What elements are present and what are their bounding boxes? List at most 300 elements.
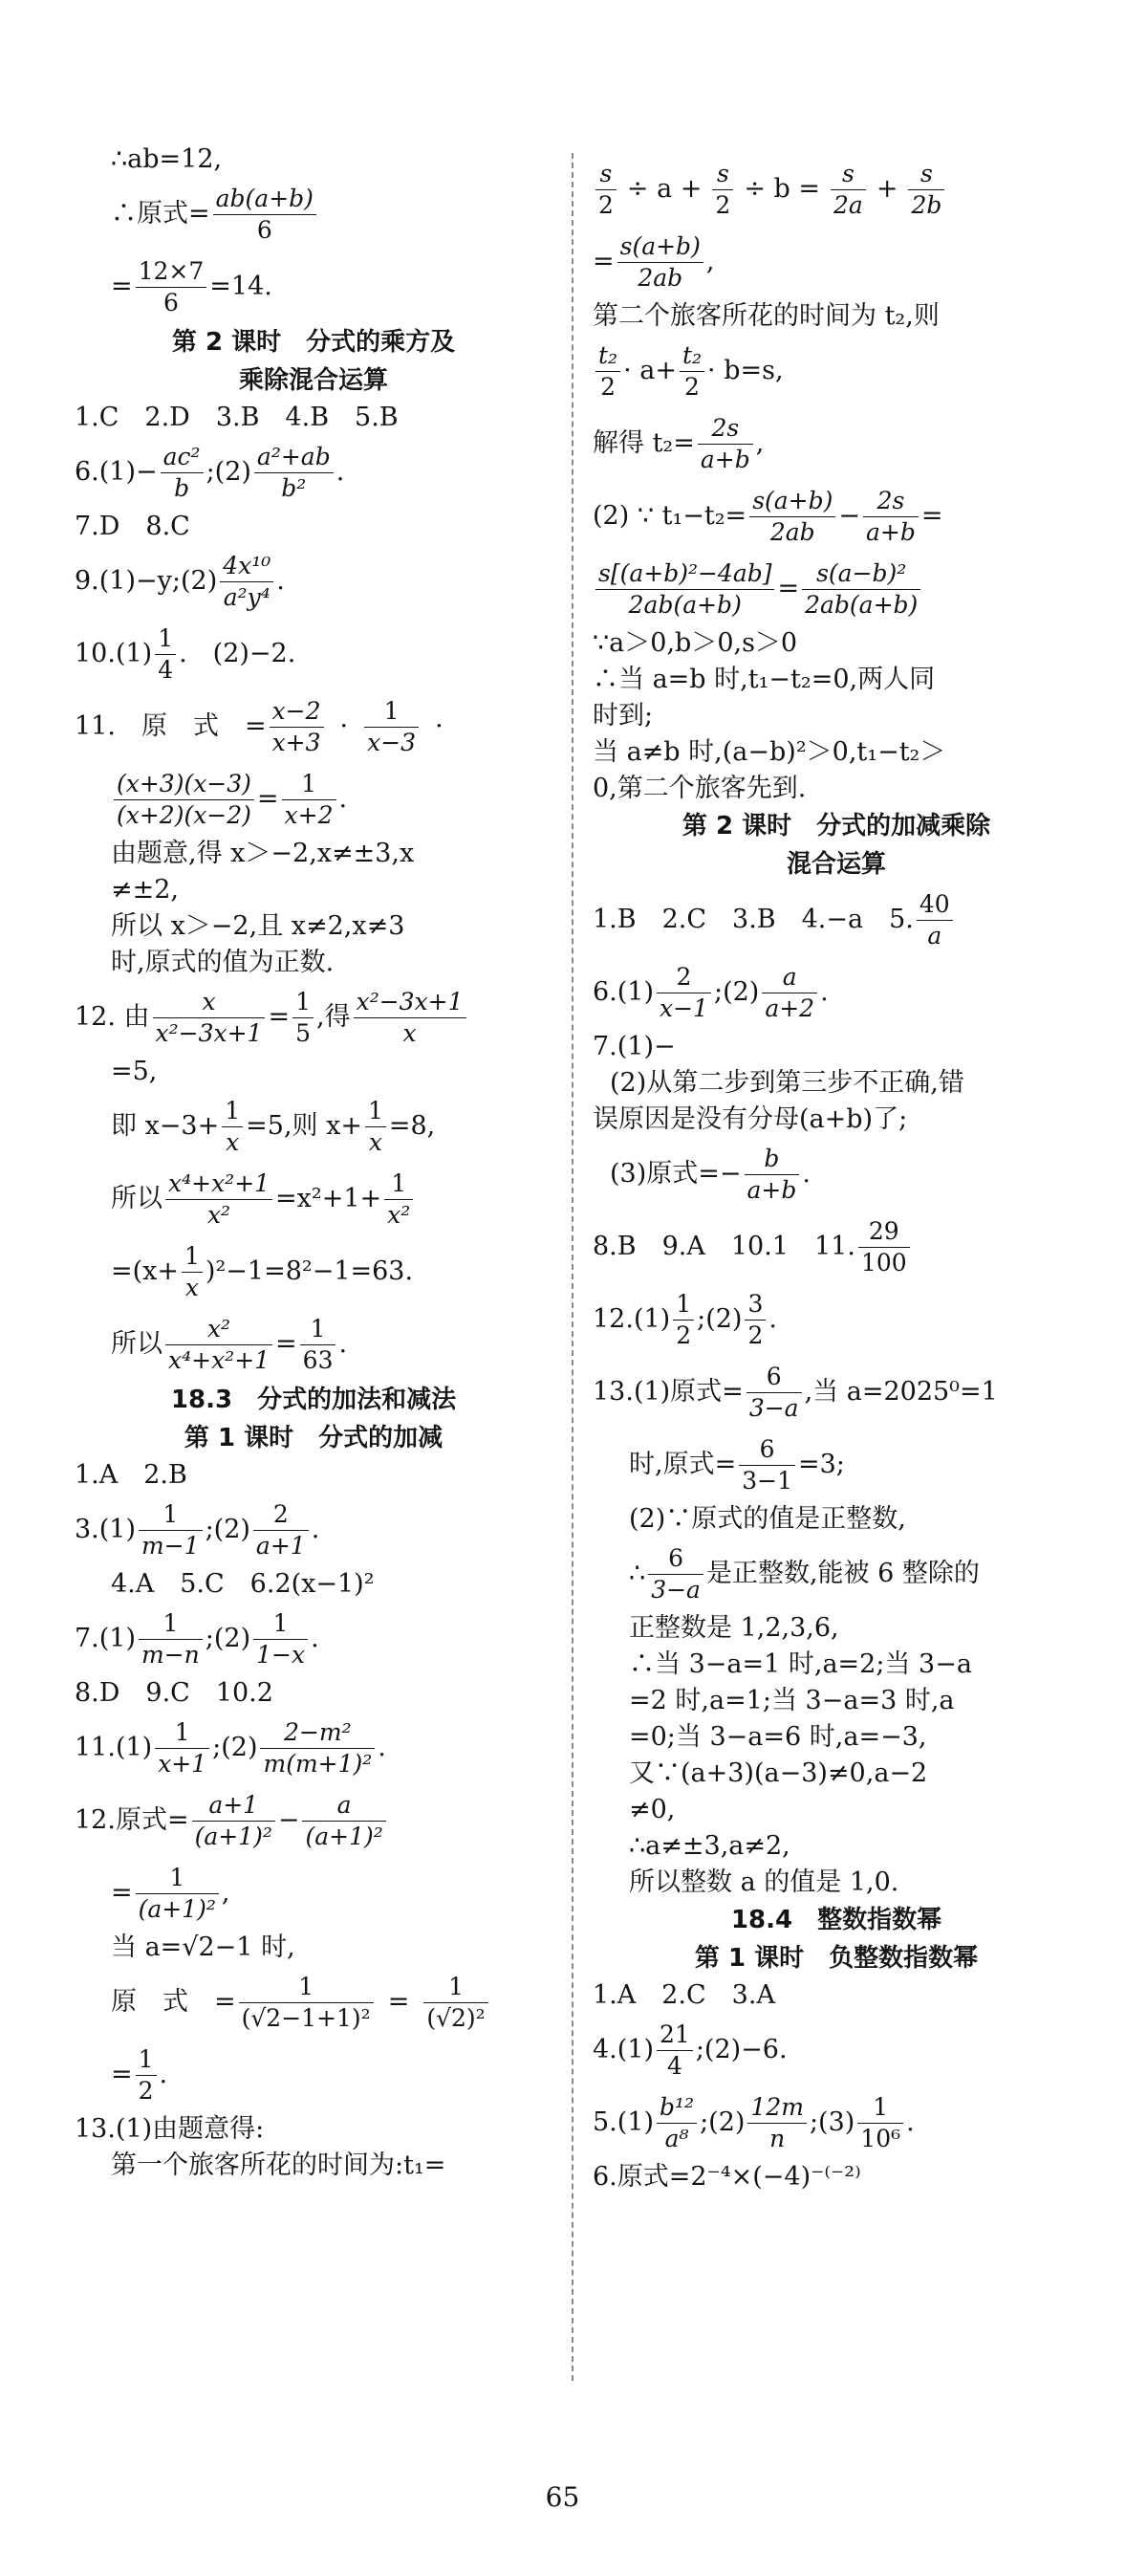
numerator: 21 <box>657 2019 693 2051</box>
denominator: b² <box>281 473 307 502</box>
fraction <box>165 1314 272 1376</box>
fraction <box>746 1362 802 1424</box>
fraction <box>595 340 620 403</box>
section-heading: 第 1 课时 负整数指数幂 <box>694 1944 979 1973</box>
answer-line: ∵a＞0,b＞0,s＞0 <box>593 628 798 658</box>
text: = <box>256 784 279 814</box>
answer-line <box>75 1784 552 1857</box>
text: 12.(1) <box>593 1304 671 1334</box>
text: = <box>111 272 133 301</box>
answer-line: 1.A 2.C 3.A <box>593 1980 775 2010</box>
text: ∴ <box>629 1559 646 1588</box>
text: 即 x−3+ <box>111 1111 220 1141</box>
text: − <box>838 501 861 531</box>
answer-line: =2 时,a=1;当 3−a=3 时,a <box>629 1686 955 1715</box>
section-heading: 乘除混合运算 <box>238 366 388 395</box>
numerator: s <box>595 159 617 190</box>
numerator: 1 <box>253 1608 308 1640</box>
numerator: 1 <box>364 696 419 728</box>
answer-line <box>593 226 1080 298</box>
denominator: 63 <box>302 1345 334 1374</box>
denominator: 2 <box>715 190 731 219</box>
answer-line: 7.(1)− <box>593 1032 676 1061</box>
denominator: 6 <box>256 215 272 244</box>
fraction <box>745 1144 800 1206</box>
text: . <box>311 1515 320 1544</box>
text: 11. 原 式 = <box>75 711 267 741</box>
answer-line <box>75 1235 552 1308</box>
text: ÷ b = <box>744 174 821 204</box>
fraction <box>745 1289 766 1351</box>
fraction <box>292 987 314 1049</box>
numerator: 1 <box>139 1608 203 1640</box>
fraction <box>161 442 204 504</box>
denominator: a⁸ <box>664 2124 689 2152</box>
denominator: a <box>927 921 942 950</box>
text: ;(2) <box>713 977 760 1007</box>
answer-line: 8.D 9.C 10.2 <box>75 1678 273 1708</box>
answer-line: 1.A 2.B <box>75 1460 187 1490</box>
answer-line: 时,原式的值为正数. <box>111 948 335 977</box>
text: ;(2) <box>205 1624 251 1653</box>
numerator: a <box>302 1790 385 1822</box>
fraction <box>155 623 176 686</box>
numerator: s(a−b)² <box>802 558 920 590</box>
denominator: 4 <box>158 655 174 684</box>
denominator: 2 <box>138 2076 154 2105</box>
numerator: t₂ <box>595 340 620 372</box>
fraction <box>365 1096 386 1158</box>
answer-line: 4.A 5.C 6.2(x−1)² <box>111 1569 375 1599</box>
text: ;(2) <box>212 1733 258 1762</box>
denominator: 3−a <box>651 1575 701 1604</box>
fraction <box>423 1972 487 2034</box>
fraction <box>254 442 334 504</box>
text: (3)原式=− <box>610 1159 742 1189</box>
numerator: 2s <box>698 413 753 445</box>
text: 7.(1) <box>75 1624 137 1653</box>
text: . <box>311 1624 319 1653</box>
denominator: 1−x <box>256 1640 306 1669</box>
fraction <box>673 1289 694 1351</box>
text: . (2)−2. <box>179 639 296 668</box>
denominator: 2 <box>676 1321 692 1349</box>
numerator: 2 <box>657 962 711 993</box>
text: 12. 由 <box>75 1002 150 1032</box>
numerator: 29 <box>858 1216 910 1248</box>
answer-line <box>75 618 552 690</box>
answer-line <box>593 884 1080 956</box>
denominator: n <box>769 2124 786 2152</box>
answer-line <box>593 335 1080 407</box>
answer-line <box>75 1966 552 2039</box>
text: = <box>275 1329 297 1359</box>
denominator: 4 <box>666 2051 682 2080</box>
line <box>75 251 552 323</box>
fraction <box>384 1168 413 1231</box>
numerator: a²+ab <box>254 442 334 473</box>
fraction <box>300 1314 336 1376</box>
fraction <box>354 987 466 1049</box>
text: 5.(1) <box>593 2107 655 2137</box>
fraction <box>155 1717 209 1779</box>
text: , <box>705 247 715 276</box>
text: =3; <box>797 1450 845 1479</box>
answer-line <box>593 480 1080 553</box>
denominator: a+2 <box>765 993 815 1022</box>
text: =(x+ <box>111 1256 180 1286</box>
numerator: 1 <box>423 1972 487 2003</box>
section-heading: 18.3 分式的加法和减法 <box>170 1386 457 1414</box>
answer-line <box>75 1090 552 1163</box>
answer-line <box>593 1211 1080 1283</box>
denominator: a+1 <box>255 1531 306 1560</box>
fraction <box>270 696 324 758</box>
numerator: 1 <box>136 1863 219 1894</box>
text: · <box>339 711 349 741</box>
numerator: s <box>831 159 866 190</box>
numerator: 1 <box>182 1241 203 1273</box>
text: ;(2)−6. <box>695 2035 788 2064</box>
text: ;(2) <box>697 1304 743 1334</box>
text: ∴ab=12, <box>111 144 223 174</box>
answer-line: 时到; <box>593 701 654 731</box>
text: 1.B 2.C 3.B 4.−a 5. <box>593 905 914 934</box>
fraction <box>657 2019 693 2082</box>
answer-line <box>593 1538 1080 1610</box>
numerator: t₂ <box>680 340 704 372</box>
answer-line: 当 a=√2−1 时, <box>111 1932 295 1962</box>
text: =14. <box>209 272 272 301</box>
text: ÷ a + <box>626 174 703 204</box>
text: . <box>906 2107 915 2137</box>
text: = <box>777 574 800 603</box>
text: 3.(1) <box>75 1515 137 1544</box>
text: 10.(1) <box>75 639 153 668</box>
denominator: x <box>226 1127 240 1156</box>
answer-line <box>75 1308 552 1381</box>
answer-line: ≠±2, <box>111 875 180 905</box>
answer-line <box>75 1712 552 1784</box>
answer-line: 7.D 8.C <box>75 512 190 541</box>
numerator: 1 <box>155 623 176 655</box>
answer-line: 误原因是没有分母(a+b)了; <box>593 1104 908 1134</box>
denominator: 6 <box>163 288 179 317</box>
denominator: 2 <box>684 372 700 401</box>
fraction <box>908 159 944 221</box>
text: 12.原式= <box>75 1805 189 1835</box>
denominator: 100 <box>860 1248 907 1277</box>
page-number: 65 <box>545 2481 580 2513</box>
text: ;(2) <box>700 2107 746 2137</box>
fraction <box>712 159 733 221</box>
fraction <box>282 769 336 831</box>
denominator: x−1 <box>660 993 708 1022</box>
answer-line: =0;当 3−a=6 时,a=−3, <box>629 1722 927 1752</box>
denominator: 2 <box>747 1321 764 1349</box>
numerator: b <box>745 1144 800 1175</box>
fraction <box>260 1717 375 1779</box>
fraction <box>220 551 273 613</box>
numerator: (x+3)(x−3) <box>114 769 254 800</box>
line <box>75 178 552 251</box>
answer-line <box>593 1356 1080 1429</box>
answer-line <box>75 2039 552 2111</box>
text: 8.B 9.A 10.1 11. <box>593 1232 855 1261</box>
denominator: 2ab(a+b) <box>805 590 919 619</box>
answer-line: 6.原式=2⁻⁴×(−4)⁻⁽⁻²⁾ <box>593 2162 861 2192</box>
text: = <box>111 2060 133 2089</box>
numerator: 1 <box>239 1972 374 2003</box>
text: 6.(1) <box>593 977 655 1007</box>
answer-line: =5, <box>111 1057 158 1086</box>
text: ∴原式= <box>111 199 210 229</box>
text: 是正整数,能被 6 整除的 <box>705 1559 980 1588</box>
numerator: 12m <box>747 2092 807 2124</box>
text: ;(3) <box>809 2107 855 2137</box>
answer-line: 1.C 2.D 3.B 4.B 5.B <box>75 403 399 432</box>
text: = <box>593 247 615 276</box>
denominator: a+b <box>866 517 916 546</box>
denominator: (x+2)(x−2) <box>117 800 251 829</box>
text: + <box>876 174 898 204</box>
numerator: s(a+b) <box>617 231 703 263</box>
denominator: x⁴+x²+1 <box>168 1345 270 1374</box>
text: . <box>338 784 348 814</box>
section-heading: 混合运算 <box>786 850 886 879</box>
text: · a+ <box>623 356 677 385</box>
numerator: 1 <box>673 1289 694 1321</box>
denominator: (a+1)² <box>138 1894 216 1923</box>
denominator: 3−1 <box>742 1466 792 1495</box>
text: . <box>159 2060 168 2089</box>
answer-line: (2)从第二步到第三步不正确,错 <box>610 1068 964 1098</box>
denominator: m−n <box>141 1640 200 1669</box>
answer-line <box>75 436 552 509</box>
fraction <box>192 1790 275 1852</box>
denominator: (a+1)² <box>194 1822 272 1850</box>
text: =8, <box>388 1111 436 1141</box>
numerator: ab(a+b) <box>213 184 316 215</box>
denominator: 2 <box>598 190 614 219</box>
answer-line: ≠0, <box>629 1795 676 1824</box>
text: . <box>802 1159 811 1189</box>
fraction <box>917 889 953 951</box>
text: 9.(1)−y;(2) <box>75 566 218 596</box>
denominator: 3−a <box>748 1393 799 1422</box>
denominator: a+b <box>746 1175 797 1204</box>
fraction <box>657 962 711 1024</box>
fraction <box>657 2092 697 2154</box>
numerator: 12×7 <box>136 256 207 288</box>
numerator: 3 <box>745 1289 766 1321</box>
text: . <box>378 1733 386 1762</box>
fraction <box>139 1499 203 1561</box>
numerator: 1 <box>136 2044 157 2076</box>
denominator: 2ab <box>769 517 815 546</box>
answer-line: ∴a≠±3,a≠2, <box>629 1831 790 1861</box>
denominator: b <box>174 473 190 502</box>
denominator: 10⁶ <box>860 2124 901 2152</box>
fraction <box>863 486 919 548</box>
denominator: (√2−1+1)² <box>241 2003 371 2032</box>
fraction <box>680 340 704 403</box>
fraction <box>698 413 753 475</box>
fraction <box>153 987 266 1049</box>
text: 所以 <box>111 1184 162 1213</box>
numerator: s(a+b) <box>749 486 835 517</box>
numerator: x²−3x+1 <box>354 987 466 1018</box>
fraction <box>595 159 617 221</box>
denominator: 2ab(a+b) <box>628 590 742 619</box>
answer-line <box>593 153 1080 226</box>
fraction <box>136 256 207 318</box>
fraction <box>222 1096 243 1158</box>
numerator: x−2 <box>270 696 324 728</box>
numerator: 2s <box>863 486 919 517</box>
fraction <box>253 1608 308 1670</box>
fraction <box>648 1543 703 1605</box>
denominator: 2 <box>600 372 616 401</box>
denominator: 2a <box>833 190 863 219</box>
numerator: 6 <box>746 1362 802 1393</box>
fraction <box>749 486 835 548</box>
numerator: x² <box>165 1314 272 1345</box>
answer-line <box>593 1283 1080 1356</box>
fraction <box>747 2092 807 2154</box>
fraction <box>136 2044 157 2107</box>
denominator: x² <box>387 1200 411 1229</box>
numerator: b¹² <box>657 2092 697 2124</box>
answer-line <box>593 1429 1080 1501</box>
answer-line: 第二个旅客所花的时间为 t₂,则 <box>593 301 940 331</box>
text: , <box>221 1878 230 1908</box>
text: =5,则 x+ <box>246 1111 362 1141</box>
left-column <box>75 142 552 2184</box>
denominator: x <box>402 1018 417 1047</box>
fraction <box>858 1216 910 1278</box>
denominator: x <box>368 1127 382 1156</box>
answer-line <box>593 2086 1080 2159</box>
answer-line <box>593 1138 1080 1211</box>
numerator: 1 <box>139 1499 203 1531</box>
numerator: s <box>908 159 944 190</box>
numerator: 4x¹⁰ <box>220 551 273 582</box>
text: ,得 <box>316 1002 351 1032</box>
fraction <box>139 1608 203 1670</box>
denominator: (√2)² <box>426 2003 486 2032</box>
answer-line <box>75 1163 552 1235</box>
answer-line: 所以整数 a 的值是 1,0. <box>629 1867 899 1897</box>
numerator: 1 <box>365 1096 386 1127</box>
fraction <box>831 159 866 221</box>
answer-line <box>75 690 552 763</box>
fraction <box>364 696 419 758</box>
answer-line: 正整数是 1,2,3,6, <box>629 1613 839 1643</box>
fraction <box>165 1168 272 1231</box>
text: ;(2) <box>205 1515 250 1544</box>
text: 时,原式= <box>629 1450 737 1479</box>
text: · b=s, <box>707 356 784 385</box>
denominator: (a+1)² <box>305 1822 383 1850</box>
numerator: ac² <box>161 442 204 473</box>
answer-line: 所以 x＞−2,且 x≠2,x≠3 <box>111 911 405 941</box>
answer-line: 由题意,得 x＞−2,x≠±3,x <box>111 839 415 868</box>
text: . <box>768 1304 777 1334</box>
numerator: a+1 <box>192 1790 275 1822</box>
numerator: x⁴+x²+1 <box>165 1168 272 1200</box>
numerator: 2−m² <box>260 1717 375 1749</box>
right-column <box>593 153 1080 2195</box>
denominator: m(m+1)² <box>263 1749 373 1778</box>
text: = <box>268 1002 291 1032</box>
text: 所以 <box>111 1329 162 1359</box>
answer-line: ∴当 3−a=1 时,a=2;当 3−a <box>629 1649 972 1679</box>
denominator: x+2 <box>284 800 334 829</box>
fraction <box>302 1790 385 1852</box>
fraction <box>253 1499 309 1561</box>
fraction <box>739 1434 795 1496</box>
text: . <box>335 457 345 487</box>
fraction <box>239 1972 374 2034</box>
answer-line <box>593 2014 1080 2086</box>
text: − <box>277 1805 300 1835</box>
answer-line: 第一个旅客所花的时间为:t₁= <box>111 2150 446 2180</box>
section-heading: 第 2 课时 分式的乘方及 <box>171 328 456 357</box>
text: 13.(1)原式= <box>593 1377 744 1407</box>
denominator: x+1 <box>158 1749 207 1778</box>
answer-line: ∴当 a=b 时,t₁−t₂=0,两人同 <box>593 665 936 694</box>
numerator: 1 <box>857 2092 903 2124</box>
answer-line <box>593 956 1080 1029</box>
text: 4.(1) <box>593 2035 655 2064</box>
numerator: 6 <box>739 1434 795 1466</box>
answer-line <box>75 545 552 618</box>
numerator: 40 <box>917 889 953 921</box>
numerator: 2 <box>253 1499 309 1531</box>
fraction <box>213 184 316 246</box>
answer-line: 当 a≠b 时,(a−b)²＞0,t₁−t₂＞ <box>593 737 946 767</box>
numerator: 1 <box>292 987 314 1018</box>
answer-line: 又∵(a+3)(a−3)≠0,a−2 <box>629 1758 928 1788</box>
fraction <box>136 1863 219 1925</box>
denominator: a+b <box>700 445 750 473</box>
text: · <box>435 711 444 741</box>
fraction <box>114 769 254 831</box>
answer-line: 0,第二个旅客先到. <box>593 774 807 803</box>
numerator: 1 <box>222 1096 243 1127</box>
text: . <box>338 1329 348 1359</box>
numerator: 1 <box>155 1717 209 1749</box>
answer-line <box>75 1494 552 1566</box>
section-heading: 18.4 整数指数幂 <box>730 1906 942 1934</box>
text: ;(2) <box>206 457 251 487</box>
answer-line <box>593 407 1080 480</box>
numerator: s[(a+b)²−4ab] <box>595 558 774 590</box>
denominator: x <box>184 1273 200 1301</box>
answer-line <box>593 553 1080 625</box>
text: 11.(1) <box>75 1733 153 1762</box>
numerator: s <box>712 159 733 190</box>
denominator: m−1 <box>141 1531 200 1560</box>
text: =x²+1+ <box>275 1184 382 1213</box>
text: 6.(1)− <box>75 457 158 487</box>
section-heading: 第 2 课时 分式的加减乘除 <box>681 812 991 840</box>
numerator: 1 <box>384 1168 413 1200</box>
numerator: 6 <box>648 1543 703 1575</box>
numerator: 1 <box>300 1314 336 1345</box>
denominator: x−3 <box>367 728 417 756</box>
